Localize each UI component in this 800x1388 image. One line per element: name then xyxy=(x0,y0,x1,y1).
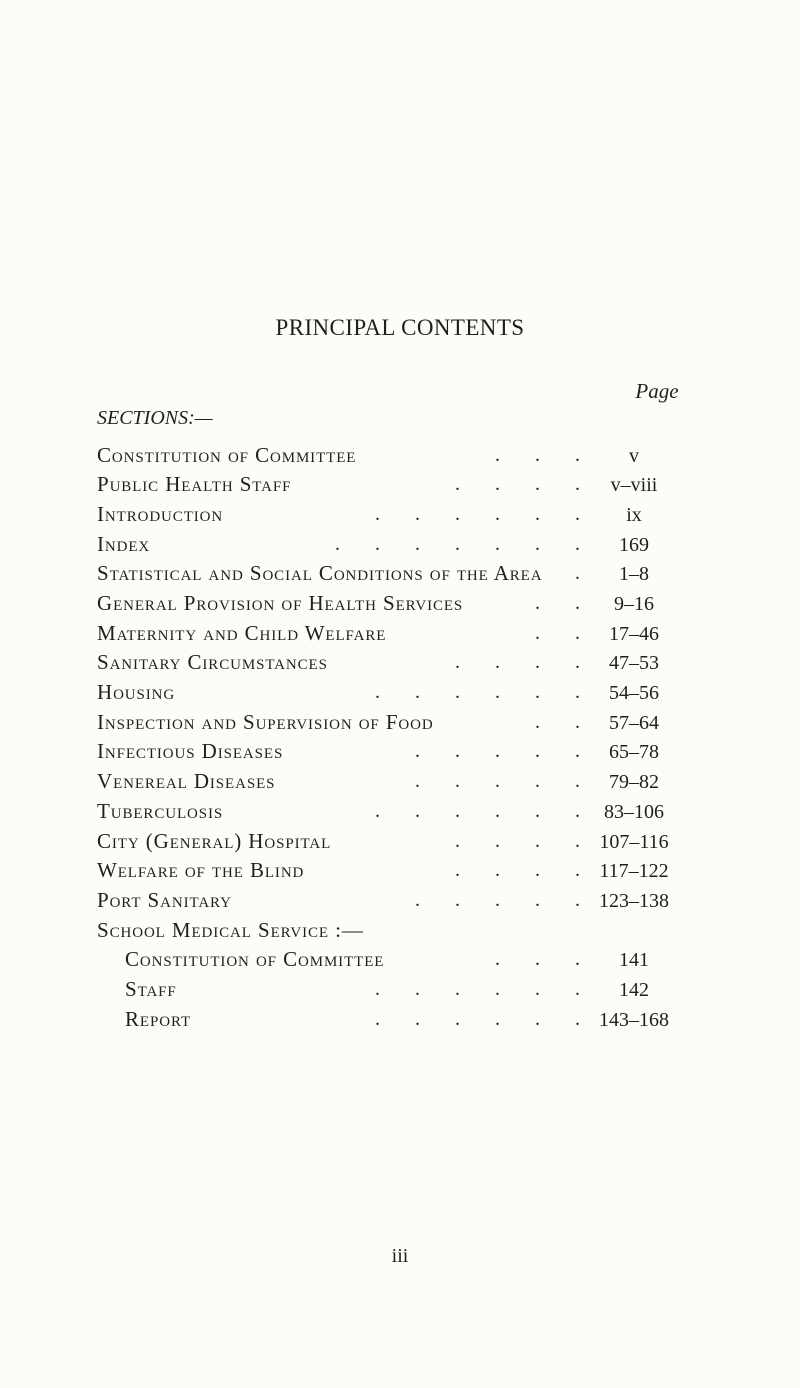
toc-entry xyxy=(97,593,684,621)
toc-subentry-page: 142 xyxy=(619,979,649,1001)
toc-entry-label: City (General) Hospital xyxy=(97,829,332,853)
toc-group-heading xyxy=(97,920,684,948)
toc-entry-page: v xyxy=(629,445,639,467)
toc-entry xyxy=(97,741,684,769)
page-title: PRINCIPAL CONTENTS xyxy=(275,315,525,340)
toc-entry xyxy=(97,474,684,502)
toc-entry-page: ix xyxy=(626,504,642,526)
page-folio: iii xyxy=(391,1245,409,1267)
toc-subentry-page: 143–168 xyxy=(599,1009,669,1031)
toc-entry-label: Port Sanitary xyxy=(97,888,232,912)
sections-heading: SECTIONS:— xyxy=(97,407,213,429)
toc-subentry-page: 141 xyxy=(619,949,649,971)
toc-entry xyxy=(97,445,684,473)
toc-entry xyxy=(97,712,684,740)
dot-leader: . . . . . . xyxy=(375,1008,580,1030)
toc-subentry-label: Constitution of Committee xyxy=(125,947,385,971)
toc-entry xyxy=(97,682,684,710)
dot-leader: . . . . . . xyxy=(375,503,580,525)
toc-group-label: School Medical Service :— xyxy=(97,918,364,942)
toc-entry-page: 54–56 xyxy=(609,682,659,704)
toc-entry-page: 83–106 xyxy=(604,801,664,823)
toc-entry-page: 1–8 xyxy=(619,563,649,585)
toc-subentry-label: Staff xyxy=(125,977,177,1001)
dot-leader: . . . . xyxy=(455,473,580,495)
toc-entry xyxy=(97,504,684,532)
toc-entry-label: Infectious Diseases xyxy=(97,739,284,763)
toc-entry xyxy=(97,860,684,888)
toc-subentry xyxy=(125,979,684,1007)
toc-entry-page: 65–78 xyxy=(609,741,659,763)
toc-entry-label: Sanitary Circumstances xyxy=(97,650,328,674)
dot-leader: . . . . . xyxy=(415,889,580,911)
toc-entry xyxy=(97,771,684,799)
toc-entry-label: Constitution of Committee xyxy=(97,443,357,467)
toc-entry xyxy=(97,831,684,859)
toc-entry-page: v–viii xyxy=(610,474,658,496)
toc-subentry-label: Report xyxy=(125,1007,192,1031)
toc-entry-label: Maternity and Child Welfare xyxy=(97,621,387,645)
dot-leader: . . xyxy=(535,622,580,644)
toc-entry-page: 123–138 xyxy=(599,890,669,912)
toc-entry-label: Tuberculosis xyxy=(97,799,224,823)
toc-entry-label: Housing xyxy=(97,680,176,704)
toc-entry-label: Public Health Staff xyxy=(97,472,292,496)
toc-subentry xyxy=(125,949,684,977)
toc-entry-page: 79–82 xyxy=(609,771,659,793)
dot-leader: . xyxy=(575,562,580,584)
dot-leader: . . . xyxy=(495,444,580,466)
toc-entry-page: 9–16 xyxy=(614,593,654,615)
toc-entry xyxy=(97,534,684,562)
dot-leader: . . . . . . . xyxy=(335,533,580,555)
toc-entry xyxy=(97,890,684,918)
dot-leader: . . . . xyxy=(455,830,580,852)
toc-entry xyxy=(97,623,684,651)
toc-entry-page: 117–122 xyxy=(599,860,669,882)
dot-leader: . . . . . xyxy=(415,770,580,792)
toc-entry xyxy=(97,652,684,680)
page-column-heading: Page xyxy=(635,379,679,403)
toc-entry-page: 47–53 xyxy=(609,652,659,674)
dot-leader: . . . . xyxy=(455,859,580,881)
dot-leader: . . . . . . xyxy=(375,681,580,703)
toc-entry-label: Welfare of the Blind xyxy=(97,858,305,882)
toc-entry-label: Index xyxy=(97,532,151,556)
dot-leader: . . . . . . xyxy=(375,978,580,1000)
toc-entry-label: Venereal Diseases xyxy=(97,769,276,793)
toc-entry-label: General Provision of Health Services xyxy=(97,591,464,615)
toc-subentry xyxy=(125,1009,684,1037)
toc-entry-page: 17–46 xyxy=(609,623,659,645)
toc-entry-page: 57–64 xyxy=(609,712,659,734)
toc-entry-page: 107–116 xyxy=(599,831,669,853)
dot-leader: . . . . xyxy=(455,651,580,673)
dot-leader: . . xyxy=(535,711,580,733)
toc-entry-label: Inspection and Supervision of Food xyxy=(97,710,434,734)
dot-leader: . . . . . xyxy=(415,740,580,762)
dot-leader: . . . . . . xyxy=(375,800,580,822)
dot-leader: . . . xyxy=(495,948,580,970)
toc-entry-label: Introduction xyxy=(97,502,224,526)
toc-entry-label: Statistical and Social Conditions of the Area xyxy=(97,561,543,585)
toc-entry-page: 169 xyxy=(619,534,649,556)
dot-leader: . . xyxy=(535,592,580,614)
toc-entry xyxy=(97,563,684,591)
toc-entry xyxy=(97,801,684,829)
